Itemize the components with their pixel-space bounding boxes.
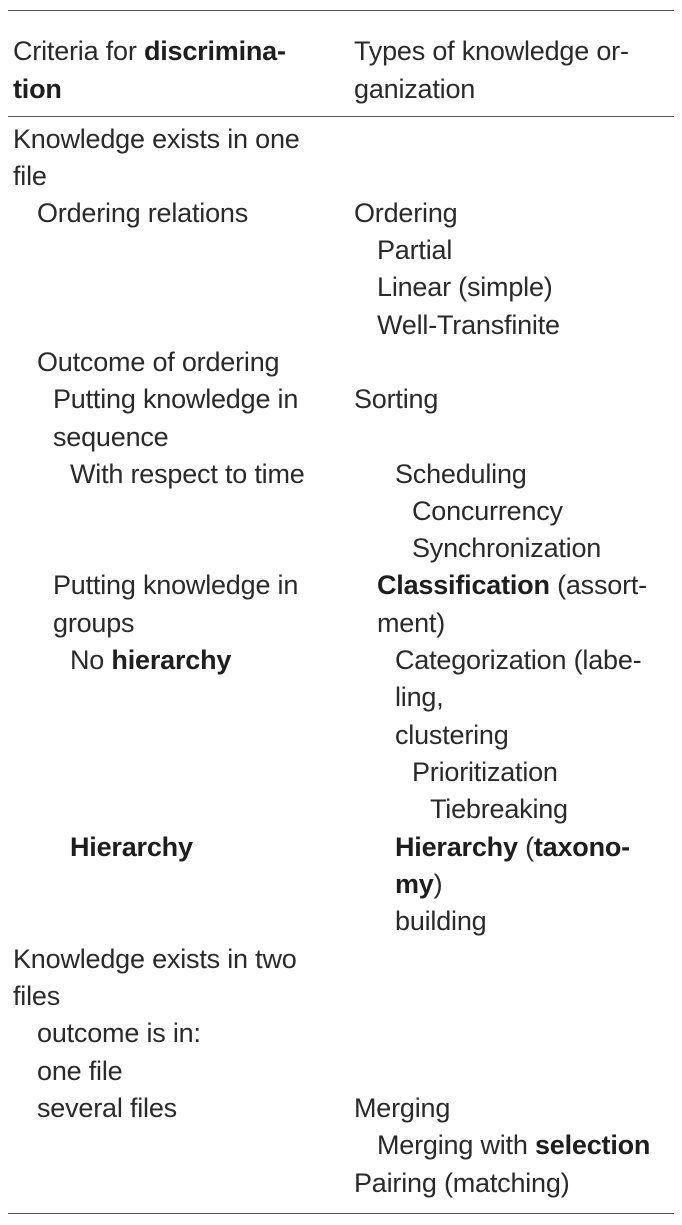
criteria-cell: files	[13, 981, 61, 1011]
type-cell: ment)	[377, 608, 446, 638]
criteria-cell: several files	[37, 1093, 177, 1123]
type-text: (	[517, 832, 534, 862]
header-types-line1: Types of knowledge or-	[354, 36, 629, 66]
table-top-rule	[8, 10, 674, 11]
criteria-cell: Ordering relations	[37, 198, 249, 228]
criteria-cell: file	[13, 161, 47, 191]
type-cell	[395, 829, 630, 866]
criteria-cell	[70, 829, 193, 866]
type-bold: Hierarchy	[395, 832, 518, 862]
criteria-bold: hierarchy	[111, 645, 232, 675]
header-rule	[8, 116, 674, 117]
type-text: Merging with	[377, 1130, 535, 1160]
criteria-cell: outcome is in:	[37, 1018, 201, 1048]
criteria-cell: Putting knowledge in	[53, 570, 299, 600]
table-bottom-rule	[8, 1213, 674, 1214]
criteria-cell: Knowledge exists in one	[13, 124, 300, 154]
type-cell: Synchronization	[412, 533, 602, 563]
type-cell: Tiebreaking	[430, 794, 568, 824]
type-cell: Linear (simple)	[377, 272, 553, 302]
header-criteria-bold-cont: tion	[13, 74, 62, 104]
type-cell: Prioritization	[412, 757, 558, 787]
criteria-cell: Knowledge exists in two	[13, 944, 297, 974]
criteria-bold: Hierarchy	[70, 832, 193, 862]
type-cell: ling,	[395, 682, 444, 712]
type-cell: Scheduling	[395, 459, 527, 489]
type-text: (assort-	[549, 570, 647, 600]
criteria-text: No	[70, 645, 112, 675]
type-text: )	[433, 869, 443, 899]
criteria-cell	[70, 642, 231, 679]
type-bold: taxono-	[533, 832, 630, 862]
type-cell	[395, 866, 442, 903]
header-criteria	[13, 32, 286, 108]
header-criteria-bold: discrimina-	[143, 36, 286, 66]
type-cell: clustering	[395, 720, 509, 750]
criteria-cell: Putting knowledge in	[53, 384, 299, 414]
type-cell	[377, 1127, 650, 1164]
type-cell: Categorization (labe-	[395, 645, 642, 675]
criteria-cell: sequence	[53, 422, 169, 452]
type-cell: Concurrency	[412, 496, 563, 526]
type-cell: Merging	[354, 1093, 451, 1123]
type-bold: Classification	[377, 570, 550, 600]
type-cell: building	[395, 906, 487, 936]
type-bold: my	[395, 869, 434, 899]
header-types-line2: ganization	[354, 74, 476, 104]
header-criteria-text: Criteria for	[13, 36, 144, 66]
header-types	[354, 32, 629, 108]
type-cell	[377, 567, 647, 604]
type-cell: Partial	[377, 235, 453, 265]
type-bold: selection	[534, 1130, 651, 1160]
criteria-cell: With respect to time	[70, 459, 305, 489]
criteria-cell: Outcome of ordering	[37, 347, 280, 377]
criteria-cell: groups	[53, 608, 135, 638]
type-cell: Ordering	[354, 198, 458, 228]
type-cell: Well-Transfinite	[377, 310, 560, 340]
criteria-cell: one file	[37, 1056, 123, 1086]
type-cell: Sorting	[354, 384, 439, 414]
type-cell: Pairing (matching)	[354, 1168, 570, 1198]
